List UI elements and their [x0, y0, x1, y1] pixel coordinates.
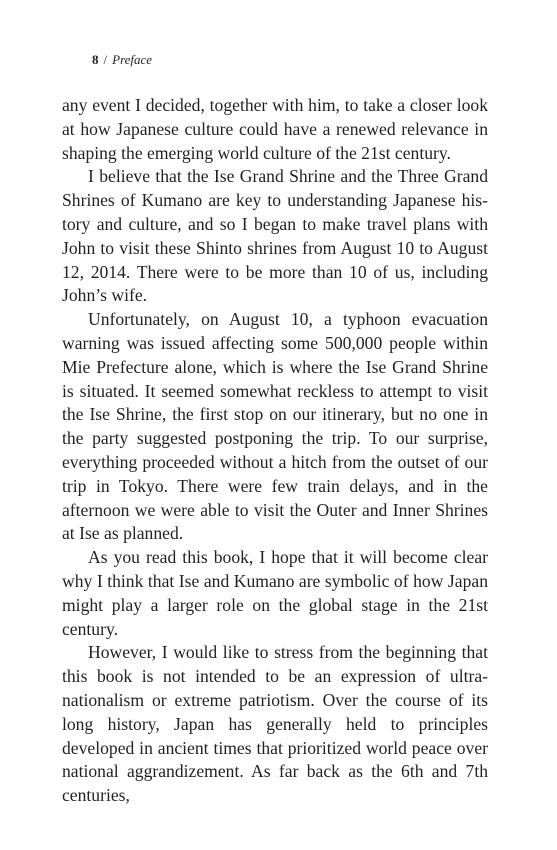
running-head-separator: / [103, 52, 108, 67]
page-number: 8 [92, 52, 99, 67]
paragraph-4: As you read this book, I hope that it will become clear why I think that Ise and Kumano are symbolic of how Japan might play a larger role on the global stage in the 21st century. [62, 547, 488, 639]
body-text [62, 94, 488, 808]
running-head-title: Preface [112, 52, 153, 67]
running-head [92, 51, 152, 69]
paragraph-3: Unfortunately, on August 10, a typhoon evacuation warning was issued affecting some 500,000 people within Mie Prefecture alone, which is where the Ise Grand Shrine is situated. It seemed somewhat reckless to attempt to visit the Ise Shrine, the first stop on our itinerary, but no one in the party suggested postponing the trip. To our surprise, everything proceeded without a hitch from the outset of our trip in Tokyo. There were few train delays, and in the afternoon we were able to visit the Outer and Inner Shrines at Ise as planned. [62, 309, 488, 544]
paragraph-2: I believe that the Ise Grand Shrine and the Three Grand Shrines of Kumano are key to understanding Japanese history and culture, and so I began to make travel plans with John to visit these Shinto shrines from August 10 to August 12, 2014. There were to be more than 10 of us, including John’s wife. [62, 166, 488, 306]
paragraph-5: However, I would like to stress from the beginning that this book is not intended to be an expression of ultranationalism or extreme patriotism. Over the course of its long history, Japan has generally held to principles developed in ancient times that prioritized world peace over national aggrandizement. As far back as the 6th and 7th centuries, [62, 642, 488, 806]
paragraph-1: any event I decided, together with him, to take a closer look at how Japanese culture could have a renewed relevance in shaping the emerging world culture of the 21st century. [62, 95, 488, 163]
